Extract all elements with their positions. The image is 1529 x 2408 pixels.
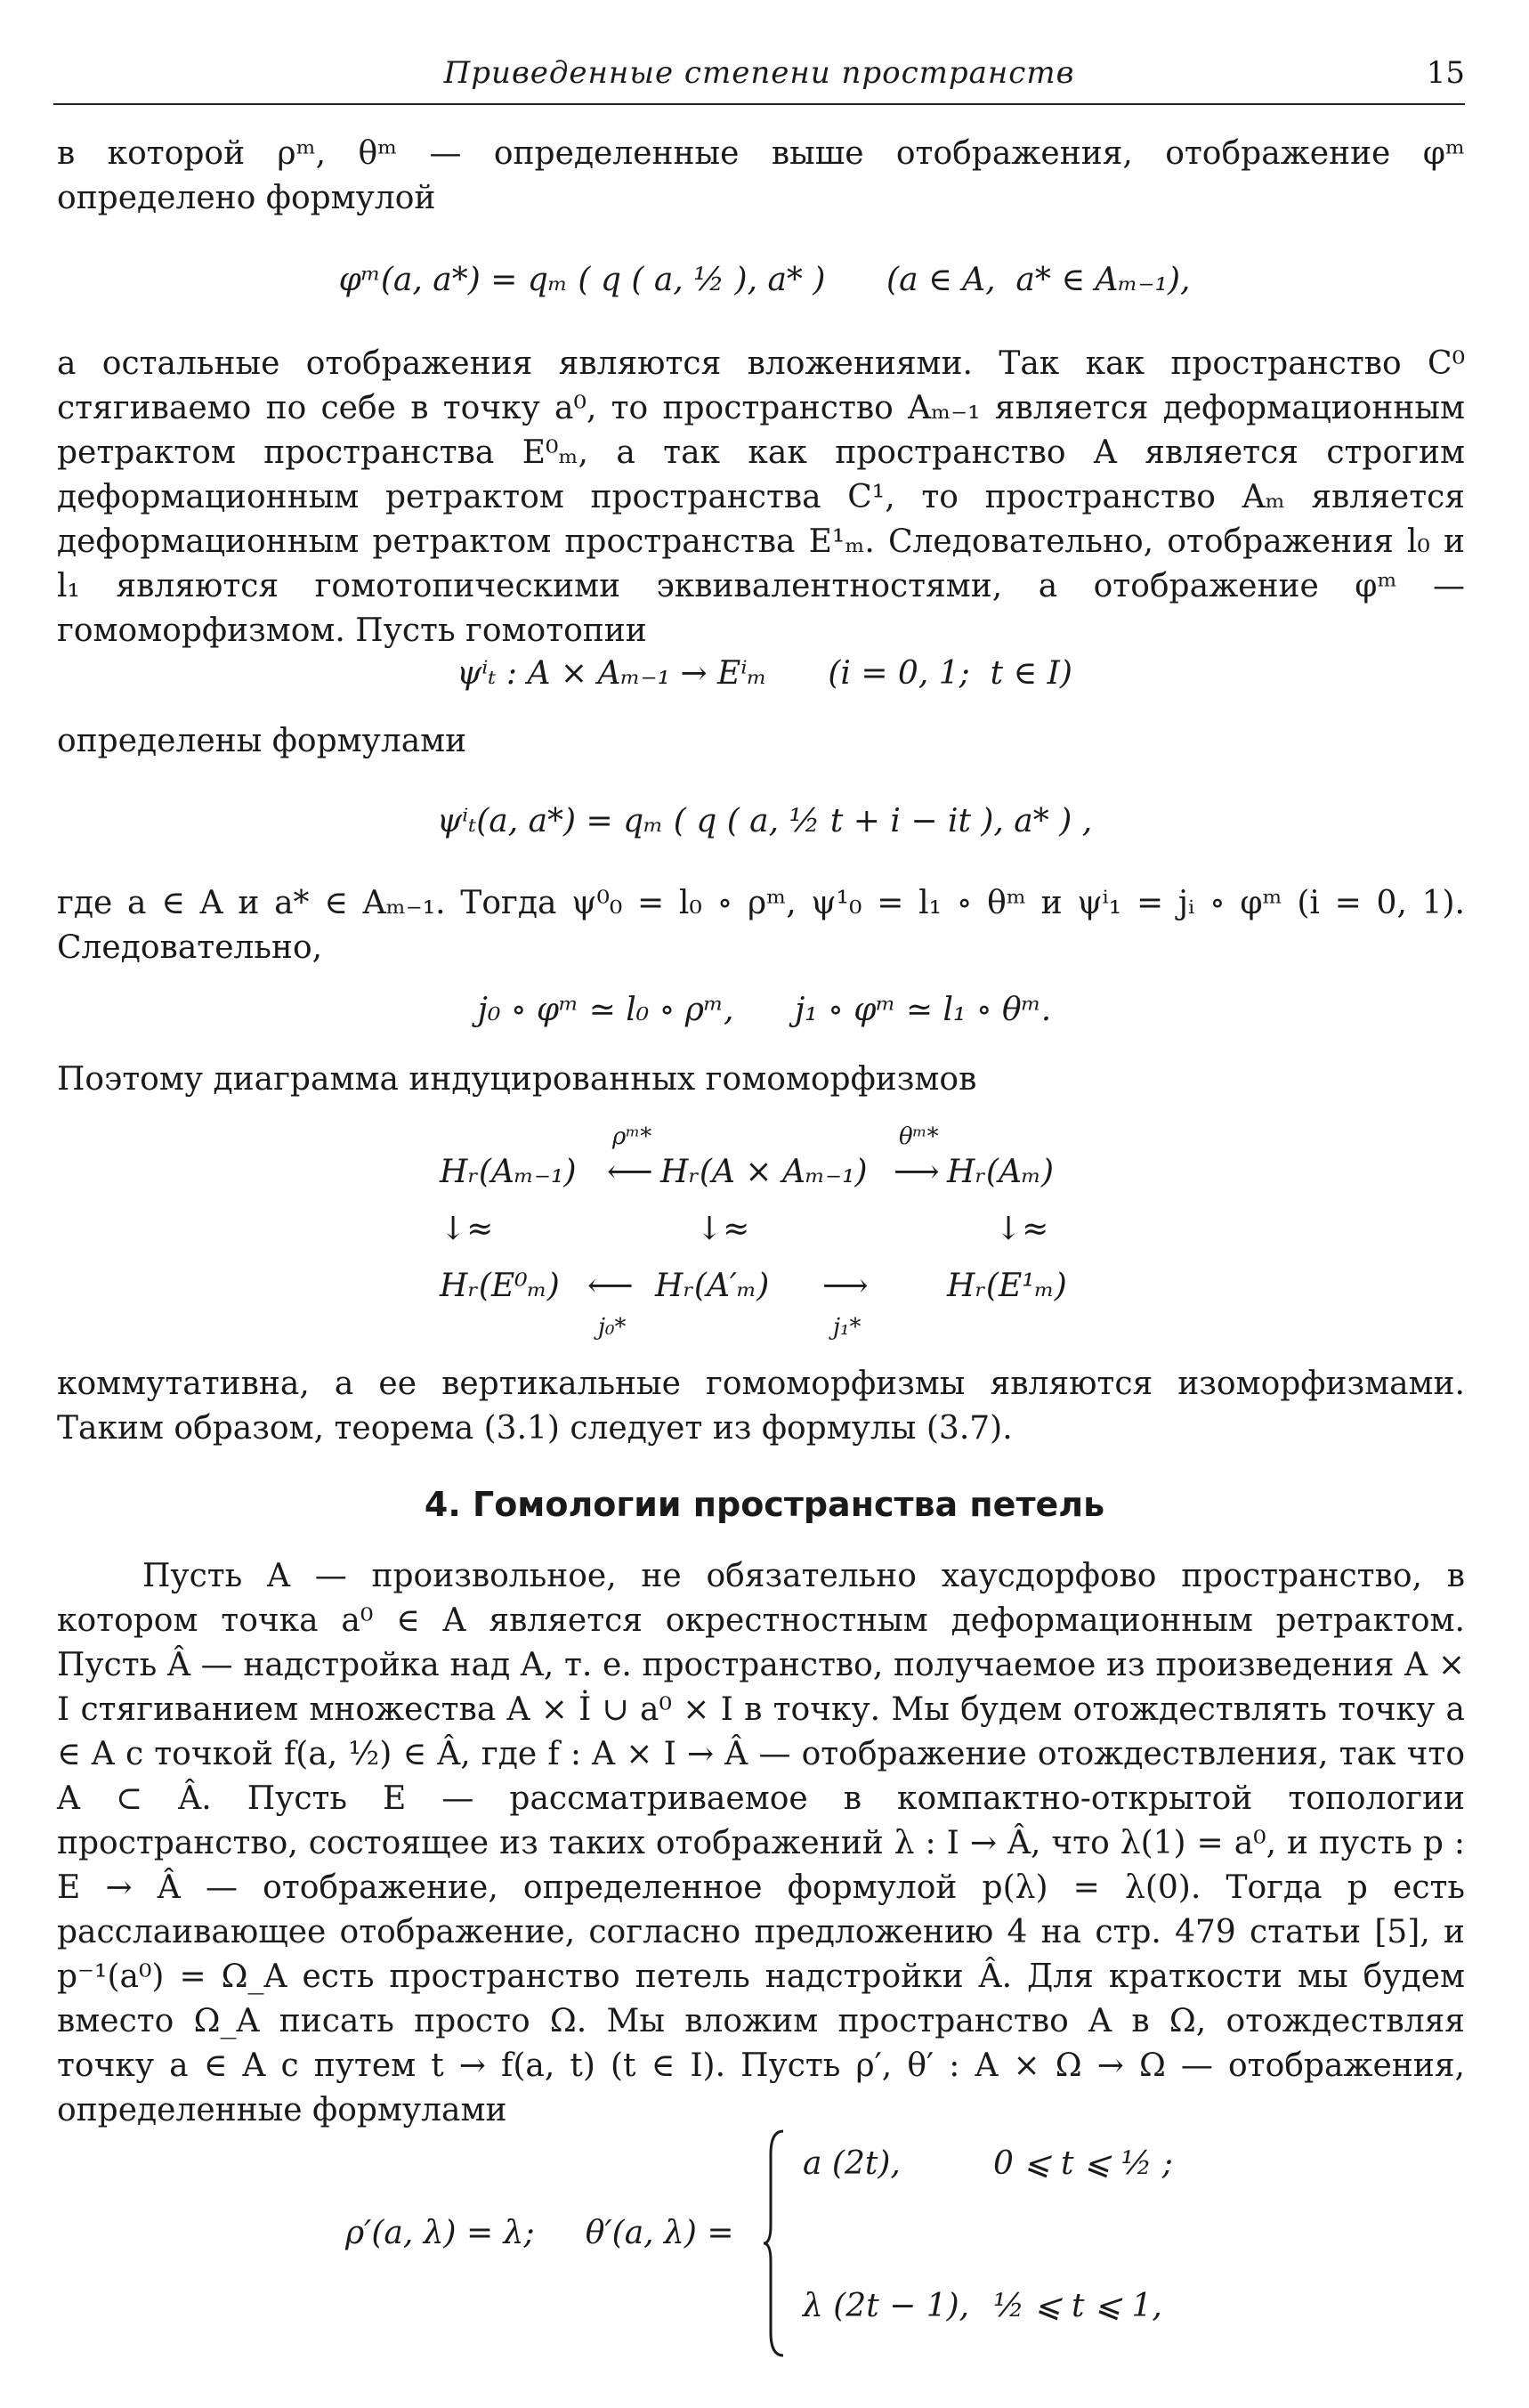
diagram-arrow-bottom-right: ⟶ [822, 1268, 869, 1304]
diagram-arrow-top-right: ⟶ [894, 1154, 940, 1190]
iso-arrow-left: ↓≈ [440, 1211, 494, 1247]
section-title: 4. Гомологии пространства петель [424, 1485, 1105, 1524]
diagram-bottom-right: Hᵣ(E¹ₘ) [947, 1268, 1067, 1304]
arrow-label-j1: j₁* [833, 1314, 862, 1341]
arrow-label-rho: ρᵐ* [612, 1123, 652, 1150]
formula-homotopy: j₀ ∘ φᵐ ≃ l₀ ∘ ρᵐ, j₁ ∘ φᵐ ≃ l₁ ∘ θᵐ. [477, 992, 1052, 1028]
paragraph-2: а остальные отображения являются вложениями. Так как пространство C⁰ стягиваемо по себе в точку a⁰, то пространство Aₘ₋₁ является деформационным ретрактом пространства E⁰ₘ, а так как пространство A является строгим деформационным ретрактом пространства C¹, то пространство Aₘ является деформационным ретрактом пространства E¹ₘ. Следовательно, отображения l₀ и l₁ являются гомотопическими эквивалентностями, а отображение φᵐ — гомоморфизмом. Пусть гомотопии [57, 345, 1465, 649]
diagram-bottom-left: Hᵣ(E⁰ₘ) [440, 1268, 560, 1304]
paragraph-7: Пусть A — произвольное, не обязательно хаусдорфово пространство, в котором точка a⁰ ∈ A является окрестностным деформационным ретрактом. Пусть Â — надстройка над A, т. е. пространство, получаемое из произведения A × I стягиванием множества A × İ ∪ a⁰ × I в точку. Мы будем отождествлять точку a ∈ A с точкой f(a, ½) ∈ Â, где f : A × I → Â — отображение отождествления, так что A ⊂ Â. Пусть E — рассматриваемое в компактно-открытой топологии пространство, состоящее из таких отображений λ : I → Â, что λ(1) = a⁰, и пусть p : E → Â — отображение, определенное формулой p(λ) = λ(0). Тогда p есть расслаивающее отображение, согласно предложению 4 на стр. 479 статьи [5], и p⁻¹(a⁰) = Ω_A есть пространство петель надстройки Â. Для краткости мы будем вместо Ω_A писать просто Ω. Мы вложим пространство A в Ω, отождествляя точку a ∈ A с путем t → f(a, t) (t ∈ I). Пусть ρ′, θ′ : A × Ω → Ω — отображения, определенные формулами [57, 1558, 1465, 2128]
commutative-diagram [0, 1123, 1529, 1355]
cases-brace [762, 2128, 787, 2359]
iso-arrow-right: ↓≈ [995, 1211, 1049, 1247]
diagram-top-left: Hᵣ(Aₘ₋₁) [440, 1154, 577, 1190]
formula-psi-maps: ψⁱₜ : A × Aₘ₋₁ → Eⁱₘ (i = 0, 1; t ∈ I) [457, 655, 1072, 692]
case-2-condition: ½ ⩽ t ⩽ 1, [993, 2288, 1162, 2324]
paragraph-1: в которой ρᵐ, θᵐ — определенные выше отображения, отображение φᵐ определено формулой [57, 135, 1465, 216]
paragraph-5: Поэтому диаграмма индуцированных гомоморфизмов [57, 1061, 977, 1098]
diagram-arrow-bottom-left: ⟵ [587, 1268, 634, 1304]
iso-arrow-middle: ↓≈ [696, 1211, 750, 1247]
paragraph-3: определены формулами [57, 723, 467, 759]
running-title: Приведенные степени пространств [443, 55, 1075, 91]
case-2-expression: λ (2t − 1), [803, 2288, 970, 2324]
diagram-bottom-middle: Hᵣ(A′ₘ) [655, 1268, 770, 1304]
case-1-expression: a (2t), [803, 2145, 901, 2182]
paragraph-6: коммутативна, а ее вертикальные гомоморфизмы являются изоморфизмами. Таким образом, теорема (3.1) следует из формулы (3.7). [57, 1366, 1465, 1447]
paragraph-4: где a ∈ A и a* ∈ Aₘ₋₁. Тогда ψ⁰₀ = l₀ ∘ ρᵐ, ψ¹₀ = l₁ ∘ θᵐ и ψⁱ₁ = jᵢ ∘ φᵐ (i = 0, 1). Следовательно, [57, 885, 1465, 966]
arrow-label-theta: θᵐ* [899, 1123, 939, 1150]
diagram-top-right: Hᵣ(Aₘ) [947, 1154, 1055, 1190]
page-header [53, 50, 1465, 105]
diagram-arrow-top-left: ⟵ [607, 1154, 653, 1190]
formula-psi-definition: ψⁱₜ(a, a*) = qₘ ( q ( a, ½ t + i − it ), a* ) , [436, 803, 1093, 839]
formula-rho-theta-prime: ρ′(a, λ) = λ; θ′(a, λ) = [345, 2215, 734, 2251]
arrow-label-j0: j₀* [598, 1314, 627, 1341]
diagram-top-middle: Hᵣ(A × Aₘ₋₁) [660, 1154, 868, 1190]
formula-phi-definition: φᵐ(a, a*) = qₘ ( q ( a, ½ ), a* ) (a ∈ A, a* ∈ Aₘ₋₁), [338, 262, 1191, 298]
page-number: 15 [1426, 55, 1465, 91]
case-1-condition: 0 ⩽ t ⩽ ½ ; [993, 2145, 1173, 2182]
